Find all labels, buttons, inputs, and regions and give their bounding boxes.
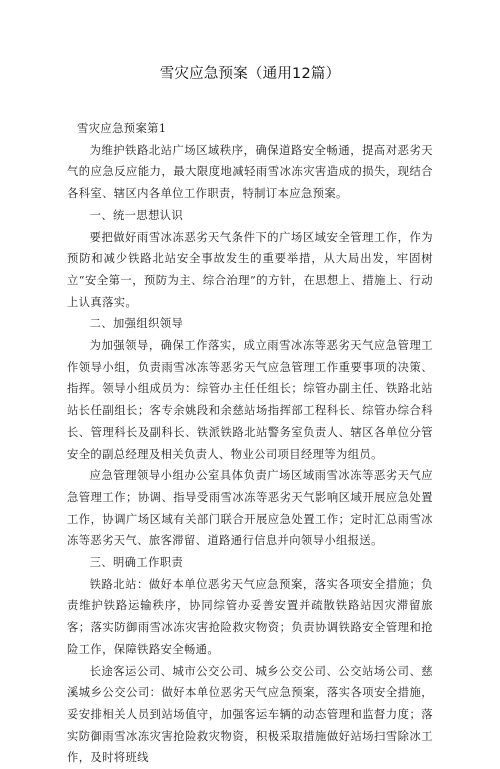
paragraph: 铁路北站：做好本单位恶劣天气应急预案，落实各项安全措施；负责维护铁路运输秩序，协同综管办妥善安置并疏散铁路站因灾滞留旅客；落实防御雨雪冰冻灾害抢险救灾物资；负责协调铁路安全管理和抢险工作，保障铁路安全畅通。 [67, 577, 433, 656]
section-heading: 三、明确工作职责 [89, 556, 184, 570]
paragraph: 应急管理领导小组办公室具体负责广场区域雨雪冰冻等恶劣天气应急管理工作；协调、指导受雨雪冰冻等恶劣天气影响区域开展应急处置工作，协调广场区域有关部门联合开展应急处置工作；定时汇总雨雪冰冻等恶劣天气、旅客滞留、道路通行信息并向领导小组报送。 [67, 469, 433, 548]
section-heading: 二、加强组织领导 [89, 317, 184, 331]
section-subtitle: 雪灾应急预案第1 [77, 122, 167, 135]
paragraph: 长途客运公司、城市公交公司、城乡公交公司、公交站场公司、慈溪城乡公交公司：做好本单位恶劣天气应急预案，落实各项安全措施，妥安排相关人员到站场值守，加强客运车辆的动态管理和监督力度；落实防御雨雪冰冻灾害抢险救灾物资，积极采取措施做好站场扫雪除冰工作，及时将班线 [67, 664, 433, 765]
document-title: 雪灾应急预案（通用12篇） [159, 66, 341, 82]
paragraph: 为维护铁路北站广场区域秩序，确保道路安全畅通，提高对恶劣天气的应急反应能力，最大限度地减轻雨雪冰冻灾害造成的损失，现结合各科室、辖区内各单位工作职责，特制订本应急预案。 [67, 143, 433, 201]
paragraph: 为加强领导，确保工作落实，成立雨雪冰冻等恶劣天气应急管理工作领导小组，负责雨雪冰冻等恶劣天气应急管理工作重要事项的决策、指挥。领导小组成员为：综管办主任任组长；综管办副主任、铁路北站站长任副组长；客专余姚段和余慈站场指挥部工程科长、综管办综合科长、管理科长及副科长、铁派铁路北站警务室负责人、辖区各单位分管安全的副总经理及相关负责人、物业公司项目经理等为组员。 [67, 339, 433, 461]
paragraph: 要把做好雨雪冰冻恶劣天气条件下的广场区域安全管理工作，作为预防和减少铁路北站安全事故发生的重要举措，从大局出发，牢固树立“安全第一，预防为主、综合治理”的方针，在思想上、措施上、行动上认真落实。 [67, 230, 433, 309]
section-heading: 一、统一思想认识 [89, 208, 184, 222]
document-body [67, 118, 433, 769]
